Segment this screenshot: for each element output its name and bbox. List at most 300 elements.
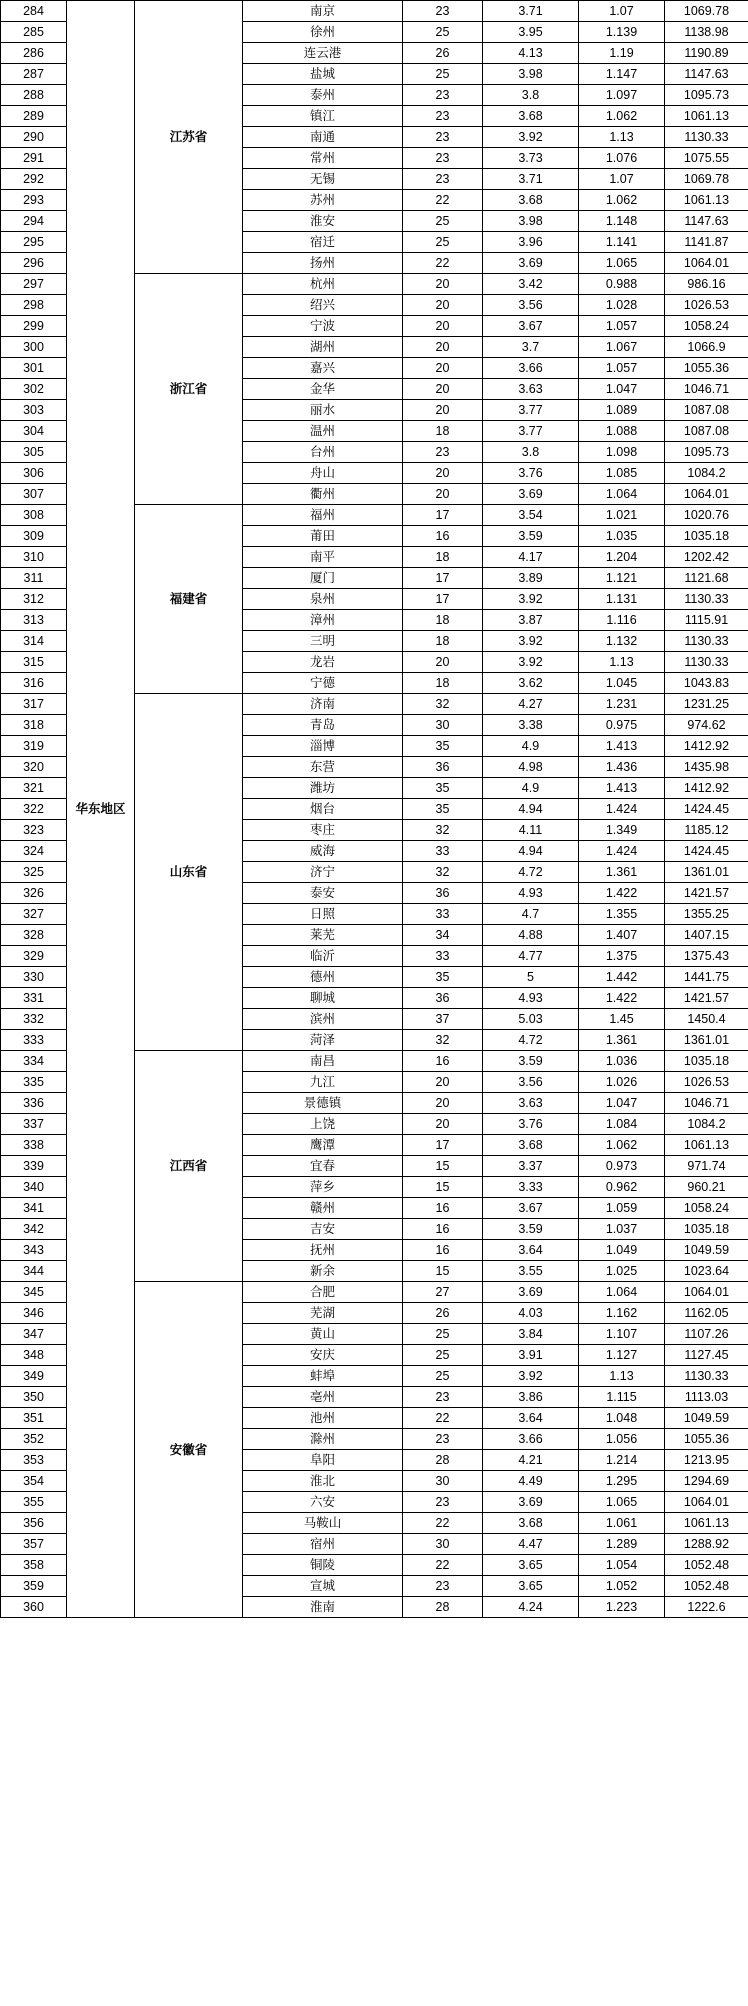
cell-value-3: 1.076 [579,148,665,169]
cell-value-4: 1064.01 [665,1492,748,1513]
cell-value-2: 4.9 [483,736,579,757]
cell-value-1: 23 [403,1492,483,1513]
cell-value-2: 5.03 [483,1009,579,1030]
cell-value-4: 1064.01 [665,484,748,505]
cell-value-2: 3.59 [483,1219,579,1240]
cell-value-4: 1113.03 [665,1387,748,1408]
cell-value-4: 986.16 [665,274,748,295]
cell-value-4: 1375.43 [665,946,748,967]
cell-row-id: 346 [1,1303,67,1324]
cell-value-2: 4.9 [483,778,579,799]
cell-value-1: 20 [403,1072,483,1093]
cell-row-id: 350 [1,1387,67,1408]
cell-value-4: 1046.71 [665,1093,748,1114]
cell-row-id: 298 [1,295,67,316]
cell-value-1: 25 [403,64,483,85]
cell-row-id: 290 [1,127,67,148]
cell-city: 宁德 [243,673,403,694]
cell-row-id: 331 [1,988,67,1009]
cell-city: 徐州 [243,22,403,43]
cell-value-2: 3.86 [483,1387,579,1408]
cell-row-id: 320 [1,757,67,778]
cell-value-4: 1020.76 [665,505,748,526]
cell-city: 蚌埠 [243,1366,403,1387]
cell-value-2: 3.38 [483,715,579,736]
cell-row-id: 308 [1,505,67,526]
cell-city: 宿迁 [243,232,403,253]
cell-value-4: 1049.59 [665,1408,748,1429]
cell-row-id: 348 [1,1345,67,1366]
cell-value-2: 3.64 [483,1240,579,1261]
cell-row-id: 289 [1,106,67,127]
cell-value-3: 1.036 [579,1051,665,1072]
cell-value-1: 20 [403,400,483,421]
cell-value-4: 1130.33 [665,631,748,652]
cell-value-2: 3.56 [483,295,579,316]
cell-city: 淄博 [243,736,403,757]
cell-value-3: 1.062 [579,190,665,211]
cell-value-3: 1.097 [579,85,665,106]
cell-row-id: 291 [1,148,67,169]
cell-value-3: 0.962 [579,1177,665,1198]
cell-value-2: 3.68 [483,1135,579,1156]
cell-value-4: 1035.18 [665,1219,748,1240]
cell-value-4: 1421.57 [665,883,748,904]
cell-value-1: 18 [403,421,483,442]
cell-value-3: 1.442 [579,967,665,988]
cell-value-4: 971.74 [665,1156,748,1177]
cell-value-4: 1231.25 [665,694,748,715]
cell-value-3: 1.065 [579,253,665,274]
cell-value-1: 18 [403,631,483,652]
cell-value-2: 3.76 [483,1114,579,1135]
cell-value-3: 1.061 [579,1513,665,1534]
cell-row-id: 303 [1,400,67,421]
cell-row-id: 327 [1,904,67,925]
cell-value-4: 1147.63 [665,64,748,85]
cell-row-id: 301 [1,358,67,379]
cell-value-4: 1115.91 [665,610,748,631]
cell-value-4: 1424.45 [665,841,748,862]
cell-value-2: 3.71 [483,1,579,22]
cell-value-3: 0.988 [579,274,665,295]
cell-value-4: 1355.25 [665,904,748,925]
cell-value-4: 1412.92 [665,778,748,799]
cell-value-2: 3.89 [483,568,579,589]
cell-value-4: 1026.53 [665,1072,748,1093]
cell-value-3: 1.116 [579,610,665,631]
cell-row-id: 359 [1,1576,67,1597]
cell-city: 南通 [243,127,403,148]
cell-row-id: 312 [1,589,67,610]
cell-value-4: 1127.45 [665,1345,748,1366]
cell-value-3: 1.115 [579,1387,665,1408]
cell-value-1: 23 [403,106,483,127]
cell-city: 无锡 [243,169,403,190]
cell-row-id: 300 [1,337,67,358]
cell-value-1: 25 [403,1345,483,1366]
cell-value-1: 28 [403,1450,483,1471]
cell-row-id: 288 [1,85,67,106]
cell-city: 萍乡 [243,1177,403,1198]
cell-value-2: 3.92 [483,127,579,148]
cell-value-3: 0.975 [579,715,665,736]
cell-value-3: 1.355 [579,904,665,925]
cell-value-1: 17 [403,589,483,610]
cell-row-id: 319 [1,736,67,757]
cell-city: 淮安 [243,211,403,232]
cell-row-id: 342 [1,1219,67,1240]
cell-value-3: 1.139 [579,22,665,43]
cell-value-4: 1138.98 [665,22,748,43]
cell-city: 威海 [243,841,403,862]
cell-value-2: 3.8 [483,442,579,463]
cell-value-1: 20 [403,379,483,400]
cell-value-2: 4.94 [483,799,579,820]
cell-row-id: 284 [1,1,67,22]
cell-value-3: 1.098 [579,442,665,463]
cell-value-2: 3.69 [483,484,579,505]
cell-value-1: 23 [403,442,483,463]
cell-value-3: 1.162 [579,1303,665,1324]
cell-value-2: 4.17 [483,547,579,568]
cell-value-2: 4.72 [483,862,579,883]
cell-value-1: 20 [403,316,483,337]
cell-value-4: 1069.78 [665,1,748,22]
cell-value-2: 4.13 [483,43,579,64]
cell-value-1: 23 [403,1576,483,1597]
cell-city: 宣城 [243,1576,403,1597]
cell-city: 东营 [243,757,403,778]
cell-city: 抚州 [243,1240,403,1261]
cell-row-id: 336 [1,1093,67,1114]
cell-value-2: 3.66 [483,1429,579,1450]
cell-row-id: 286 [1,43,67,64]
cell-value-3: 1.424 [579,841,665,862]
cell-value-3: 1.413 [579,736,665,757]
cell-value-3: 1.067 [579,337,665,358]
cell-value-3: 1.088 [579,421,665,442]
cell-value-2: 3.33 [483,1177,579,1198]
cell-value-2: 3.8 [483,85,579,106]
cell-value-3: 1.048 [579,1408,665,1429]
cell-value-4: 1061.13 [665,190,748,211]
cell-value-2: 3.56 [483,1072,579,1093]
cell-value-4: 1407.15 [665,925,748,946]
cell-row-id: 304 [1,421,67,442]
cell-city: 亳州 [243,1387,403,1408]
cell-city: 嘉兴 [243,358,403,379]
cell-value-3: 1.289 [579,1534,665,1555]
cell-city: 金华 [243,379,403,400]
cell-city: 泰州 [243,85,403,106]
cell-value-3: 1.089 [579,400,665,421]
cell-row-id: 322 [1,799,67,820]
cell-value-4: 1046.71 [665,379,748,400]
cell-value-1: 22 [403,253,483,274]
cell-value-1: 20 [403,652,483,673]
cell-value-2: 3.95 [483,22,579,43]
cell-row-id: 357 [1,1534,67,1555]
cell-value-2: 3.77 [483,400,579,421]
cell-value-4: 1061.13 [665,1135,748,1156]
cell-value-2: 4.72 [483,1030,579,1051]
cell-row-id: 335 [1,1072,67,1093]
cell-city: 南昌 [243,1051,403,1072]
cell-value-1: 16 [403,1198,483,1219]
cell-value-4: 1075.55 [665,148,748,169]
cell-value-4: 1222.6 [665,1597,748,1618]
cell-value-4: 1061.13 [665,1513,748,1534]
cell-city: 潍坊 [243,778,403,799]
cell-value-1: 16 [403,1051,483,1072]
cell-value-1: 15 [403,1261,483,1282]
cell-row-id: 332 [1,1009,67,1030]
table-body [1,1,748,1618]
cell-value-3: 1.223 [579,1597,665,1618]
cell-value-1: 34 [403,925,483,946]
cell-value-1: 25 [403,211,483,232]
cell-city: 枣庄 [243,820,403,841]
cell-value-3: 1.19 [579,43,665,64]
cell-value-4: 1049.59 [665,1240,748,1261]
cell-value-1: 18 [403,547,483,568]
cell-city: 合肥 [243,1282,403,1303]
cell-value-1: 20 [403,358,483,379]
cell-value-4: 1087.08 [665,421,748,442]
cell-value-2: 4.93 [483,883,579,904]
cell-value-3: 1.021 [579,505,665,526]
cell-value-2: 3.69 [483,253,579,274]
cell-province: 江苏省 [135,1,243,274]
cell-row-id: 330 [1,967,67,988]
cell-value-1: 30 [403,1534,483,1555]
cell-value-4: 1084.2 [665,463,748,484]
cell-value-2: 3.73 [483,148,579,169]
cell-row-id: 310 [1,547,67,568]
cell-value-3: 0.973 [579,1156,665,1177]
cell-value-3: 1.065 [579,1492,665,1513]
cell-value-2: 3.37 [483,1156,579,1177]
cell-city: 杭州 [243,274,403,295]
cell-value-2: 3.62 [483,673,579,694]
cell-city: 连云港 [243,43,403,64]
cell-value-2: 4.7 [483,904,579,925]
cell-value-4: 1421.57 [665,988,748,1009]
cell-row-id: 341 [1,1198,67,1219]
cell-value-1: 35 [403,736,483,757]
cell-value-2: 3.63 [483,1093,579,1114]
cell-value-1: 20 [403,295,483,316]
cell-city: 常州 [243,148,403,169]
cell-value-1: 37 [403,1009,483,1030]
cell-value-1: 25 [403,1366,483,1387]
cell-row-id: 324 [1,841,67,862]
cell-city: 德州 [243,967,403,988]
cell-row-id: 316 [1,673,67,694]
cell-value-3: 1.047 [579,379,665,400]
cell-row-id: 344 [1,1261,67,1282]
cell-row-id: 338 [1,1135,67,1156]
cell-value-2: 4.03 [483,1303,579,1324]
cell-row-id: 305 [1,442,67,463]
cell-value-4: 1441.75 [665,967,748,988]
cell-row-id: 295 [1,232,67,253]
cell-value-3: 1.361 [579,1030,665,1051]
cell-value-2: 3.71 [483,169,579,190]
cell-value-4: 1035.18 [665,1051,748,1072]
cell-value-2: 3.91 [483,1345,579,1366]
cell-city: 温州 [243,421,403,442]
cell-value-3: 1.056 [579,1429,665,1450]
cell-value-1: 32 [403,694,483,715]
cell-value-2: 3.96 [483,232,579,253]
cell-value-2: 4.98 [483,757,579,778]
cell-value-4: 1058.24 [665,1198,748,1219]
cell-value-4: 1107.26 [665,1324,748,1345]
cell-value-4: 1035.18 [665,526,748,547]
cell-row-id: 339 [1,1156,67,1177]
cell-value-3: 1.231 [579,694,665,715]
cell-city: 济南 [243,694,403,715]
cell-row-id: 292 [1,169,67,190]
cell-city: 新余 [243,1261,403,1282]
cell-value-3: 1.026 [579,1072,665,1093]
cell-value-4: 1066.9 [665,337,748,358]
cell-city: 漳州 [243,610,403,631]
cell-value-1: 15 [403,1156,483,1177]
cell-value-2: 3.68 [483,106,579,127]
cell-city: 芜湖 [243,1303,403,1324]
cell-value-3: 1.037 [579,1219,665,1240]
cell-value-2: 4.94 [483,841,579,862]
cell-value-3: 1.127 [579,1345,665,1366]
cell-value-2: 3.55 [483,1261,579,1282]
cell-row-id: 334 [1,1051,67,1072]
cell-value-1: 20 [403,337,483,358]
cell-value-4: 1055.36 [665,1429,748,1450]
cell-row-id: 358 [1,1555,67,1576]
cell-value-1: 16 [403,526,483,547]
cell-city: 九江 [243,1072,403,1093]
cell-value-2: 4.11 [483,820,579,841]
cell-city: 镇江 [243,106,403,127]
cell-value-1: 26 [403,43,483,64]
cell-city: 济宁 [243,862,403,883]
cell-value-4: 1121.68 [665,568,748,589]
cell-value-2: 3.87 [483,610,579,631]
cell-city: 丽水 [243,400,403,421]
cell-value-1: 25 [403,1324,483,1345]
cell-row-id: 356 [1,1513,67,1534]
cell-value-1: 23 [403,1429,483,1450]
cell-value-2: 4.24 [483,1597,579,1618]
cell-value-2: 4.47 [483,1534,579,1555]
cell-value-4: 1450.4 [665,1009,748,1030]
cell-value-4: 960.21 [665,1177,748,1198]
cell-value-2: 4.27 [483,694,579,715]
cell-city: 滨州 [243,1009,403,1030]
cell-city: 三明 [243,631,403,652]
cell-value-2: 3.42 [483,274,579,295]
cell-value-2: 3.92 [483,589,579,610]
cell-value-2: 3.68 [483,190,579,211]
cell-city: 临沂 [243,946,403,967]
cell-value-2: 3.77 [483,421,579,442]
cell-city: 淮北 [243,1471,403,1492]
cell-city: 南京 [243,1,403,22]
cell-value-3: 1.295 [579,1471,665,1492]
cell-value-3: 1.132 [579,631,665,652]
cell-row-id: 325 [1,862,67,883]
cell-value-2: 4.49 [483,1471,579,1492]
cell-value-3: 1.107 [579,1324,665,1345]
cell-city: 黄山 [243,1324,403,1345]
cell-value-1: 16 [403,1240,483,1261]
cell-value-4: 1190.89 [665,43,748,64]
cell-value-4: 1043.83 [665,673,748,694]
cell-value-1: 20 [403,274,483,295]
cell-row-id: 337 [1,1114,67,1135]
cell-value-3: 1.13 [579,127,665,148]
cell-city: 池州 [243,1408,403,1429]
cell-value-3: 1.121 [579,568,665,589]
cell-value-3: 1.035 [579,526,665,547]
table-row [1,1,748,22]
cell-value-4: 1052.48 [665,1576,748,1597]
cell-value-3: 1.062 [579,106,665,127]
cell-city: 泰安 [243,883,403,904]
cell-value-1: 20 [403,484,483,505]
cell-row-id: 287 [1,64,67,85]
cell-row-id: 333 [1,1030,67,1051]
cell-row-id: 307 [1,484,67,505]
cell-value-2: 3.92 [483,631,579,652]
cell-value-1: 26 [403,1303,483,1324]
cell-province: 浙江省 [135,274,243,505]
cell-row-id: 323 [1,820,67,841]
cell-value-1: 32 [403,1030,483,1051]
cell-row-id: 318 [1,715,67,736]
cell-row-id: 314 [1,631,67,652]
cell-row-id: 343 [1,1240,67,1261]
cell-city: 泉州 [243,589,403,610]
cell-city: 马鞍山 [243,1513,403,1534]
cell-value-2: 3.92 [483,1366,579,1387]
cell-city: 滁州 [243,1429,403,1450]
cell-value-2: 3.98 [483,64,579,85]
cell-value-3: 1.13 [579,652,665,673]
cell-value-1: 17 [403,1135,483,1156]
cell-value-3: 1.025 [579,1261,665,1282]
cell-value-4: 1435.98 [665,757,748,778]
cell-value-4: 1147.63 [665,211,748,232]
cell-value-4: 1213.95 [665,1450,748,1471]
cell-city: 铜陵 [243,1555,403,1576]
cell-value-3: 1.148 [579,211,665,232]
cell-value-2: 5 [483,967,579,988]
cell-value-3: 1.047 [579,1093,665,1114]
cell-value-1: 17 [403,505,483,526]
cell-row-id: 293 [1,190,67,211]
cell-value-3: 1.028 [579,295,665,316]
cell-row-id: 345 [1,1282,67,1303]
cell-city: 苏州 [243,190,403,211]
cell-value-3: 1.436 [579,757,665,778]
cell-row-id: 326 [1,883,67,904]
cell-value-4: 1052.48 [665,1555,748,1576]
cell-value-3: 1.062 [579,1135,665,1156]
